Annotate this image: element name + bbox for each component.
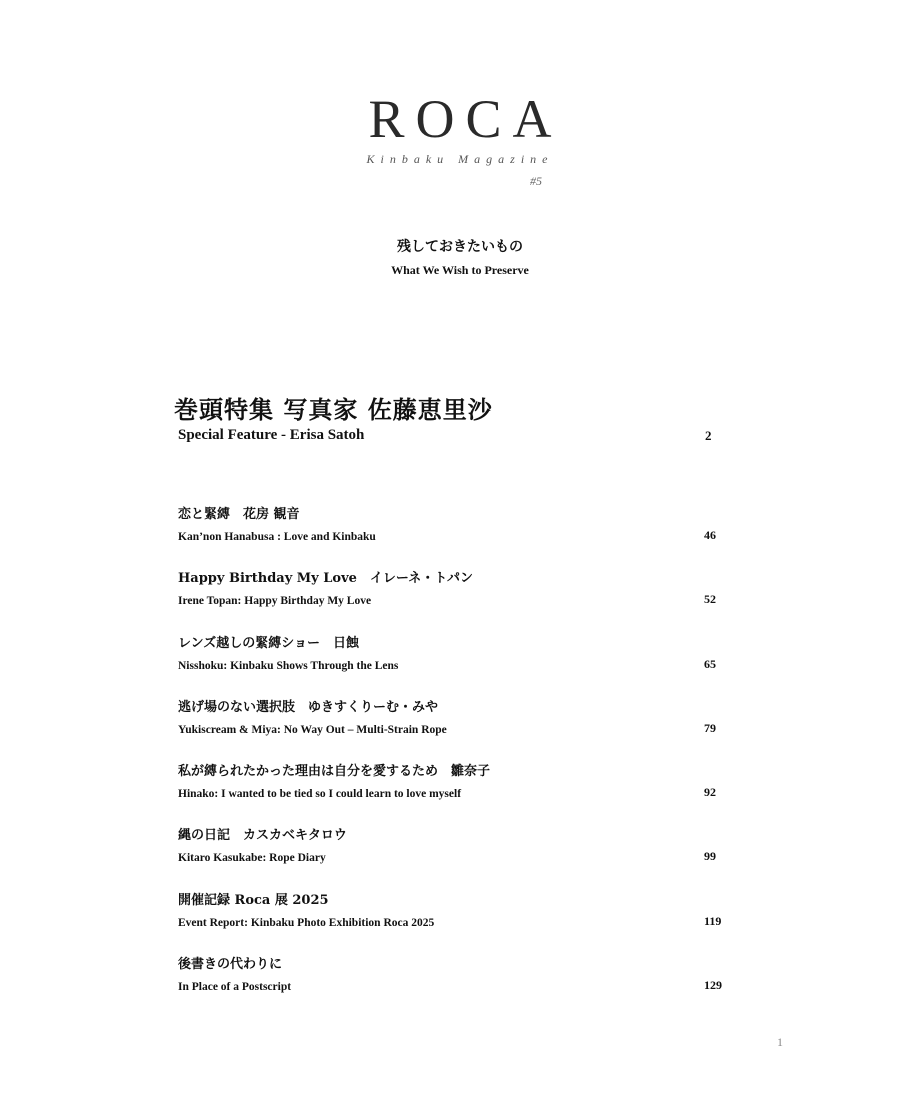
toc-entry-title-en: Yukiscream & Miya: No Way Out – Multi-Strain Rope <box>178 723 447 736</box>
toc-entry-title-jp: 逃げ場のない選択肢 ゆきすくりーむ・みや <box>178 699 439 715</box>
toc-entry-title-jp: 縄の日記 カスカベキタロウ <box>178 828 347 844</box>
masthead <box>0 89 920 149</box>
toc-entry-title-en: In Place of a Postscript <box>178 981 292 994</box>
toc-entry-title-jp: 恋と緊縛 花房 観音 <box>178 507 300 522</box>
magazine-logo: ROCA <box>368 89 563 149</box>
feature-title-jp: 巻頭特集 写真家 佐藤恵里沙 <box>174 395 493 424</box>
issue-theme-en: What We Wish to Preserve <box>391 263 529 277</box>
toc-entry-title-en: Event Report: Kinbaku Photo Exhibition Roca 2025 <box>178 916 435 929</box>
toc-entry-title-en: Kan’non Hanabusa : Love and Kinbaku <box>178 531 376 543</box>
toc-entry[interactable] <box>178 635 728 699</box>
toc-entry-title-jp: 私が縛られたかった理由は自分を愛するため 雛奈子 <box>178 764 491 780</box>
toc-entry[interactable] <box>178 699 728 763</box>
toc-entry[interactable] <box>178 892 728 956</box>
toc-entry-title-jp: レンズ越しの緊縛ショー 日蝕 <box>178 635 360 651</box>
issue-number: #5 <box>530 174 542 188</box>
toc-entry-page: 79 <box>704 720 716 735</box>
table-of-contents <box>178 506 728 1020</box>
feature-title-en: Special Feature - Erisa Satoh <box>178 427 365 443</box>
page-folio: 1 <box>777 1035 783 1049</box>
magazine-subtitle: Kinbaku Magazine <box>366 152 554 166</box>
toc-entry-page: 52 <box>704 592 716 607</box>
issue-theme-jp: 残しておきたいもの <box>397 239 523 255</box>
toc-entry-title-en: Nisshoku: Kinbaku Shows Through the Lens <box>178 659 399 672</box>
toc-entry-page: 46 <box>704 528 716 542</box>
toc-entry-title-jp: 開催記録 Roca 展 2025 <box>178 892 329 908</box>
toc-entry[interactable] <box>178 956 728 1020</box>
toc-entry-title-jp: Happy Birthday My Love イレーネ・トパン <box>178 571 473 587</box>
toc-entry-page: 65 <box>704 656 716 671</box>
toc-entry[interactable] <box>178 763 728 827</box>
toc-entry-page: 129 <box>704 978 722 993</box>
toc-entry-title-en: Hinako: I wanted to be tied so I could learn to love myself <box>178 788 462 801</box>
toc-entry-title-en: Irene Topan: Happy Birthday My Love <box>178 595 372 608</box>
toc-entry-page: 119 <box>704 913 722 928</box>
toc-entry-title-jp: 後書きの代わりに <box>178 957 283 973</box>
toc-entry[interactable] <box>178 827 728 891</box>
toc-entry-title-en: Kitaro Kasukabe: Rope Diary <box>178 852 326 865</box>
toc-entry[interactable] <box>178 570 728 634</box>
toc-entry-page: 92 <box>704 785 716 800</box>
feature-page-number: 2 <box>705 428 712 443</box>
toc-entry[interactable] <box>178 506 728 570</box>
toc-entry-page: 99 <box>704 849 716 864</box>
